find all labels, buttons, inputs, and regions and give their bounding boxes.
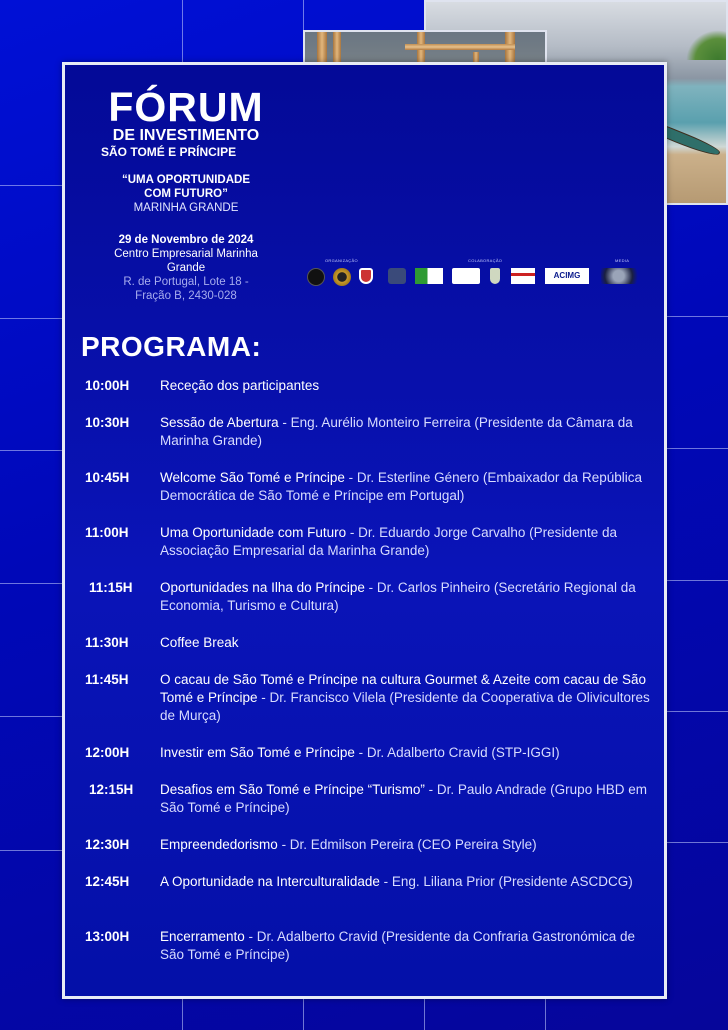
grid-line	[0, 583, 62, 584]
schedule-speaker: - Dr. Carlos Pinheiro (Secretário Regional da Economia, Turismo e Cultura)	[160, 580, 636, 613]
grid-line	[0, 716, 62, 717]
schedule-topic: Welcome São Tomé e Príncipe	[160, 470, 345, 485]
schedule-description	[160, 928, 655, 964]
schedule-time: 12:00H	[85, 745, 130, 760]
grid-line	[545, 999, 546, 1030]
colaboracao-label: COLABORAÇÃO	[468, 258, 503, 263]
grid-line	[424, 999, 425, 1030]
schedule-description	[160, 634, 655, 652]
acimg-logo: ACIMG	[545, 268, 589, 284]
event-address-line1: R. de Portugal, Lote 18 -	[123, 276, 249, 288]
schedule-time: 12:15H	[89, 782, 134, 797]
grid-line	[667, 711, 728, 712]
schedule-time: 11:15H	[89, 580, 133, 595]
schedule-speaker: - Dr. Francisco Vilela (Presidente da Cooperativa de Olivicultores de Murça)	[160, 690, 650, 723]
event-venue-line1: Centro Empresarial Marinha	[114, 248, 258, 260]
grid-line	[182, 999, 183, 1030]
schedule-time: 13:00H	[85, 929, 130, 944]
program-panel	[62, 62, 667, 999]
grid-line	[667, 448, 728, 449]
schedule-speaker: - Dr. Adalberto Cravid (Presidente da Confraria Gastronómica de São Tomé e Príncipe)	[160, 929, 635, 962]
schedule-topic: Desafios em São Tomé e Príncipe “Turismo”	[160, 782, 425, 797]
media-label: MEDIA	[615, 258, 630, 263]
schedule-time: 11:30H	[85, 635, 129, 650]
event-slogan-line2: COM FUTURO”	[144, 188, 228, 200]
bamboo-beam	[405, 44, 515, 50]
grid-line	[303, 999, 304, 1030]
schedule-speaker: - Eng. Aurélio Monteiro Ferreira (Presidente da Câmara da Marinha Grande)	[160, 415, 633, 448]
schedule-topic: Encerramento	[160, 929, 245, 944]
schedule-time: 12:30H	[85, 837, 130, 852]
grid-line	[0, 850, 62, 851]
schedule-description	[160, 781, 655, 817]
event-venue-line2: Grande	[166, 262, 206, 274]
grid-line	[667, 842, 728, 843]
sponsor-logos	[305, 258, 655, 298]
event-date: 29 de Novembro de 2024	[118, 234, 254, 246]
globe-media-logo	[601, 268, 645, 284]
schedule-topic: Oportunidades na Ilha do Príncipe	[160, 580, 365, 595]
schedule-time: 11:00H	[85, 525, 129, 540]
coat-of-arms-logo	[388, 268, 406, 284]
grid-line	[667, 580, 728, 581]
schedule-description	[160, 377, 655, 395]
event-slogan-line1: “UMA OPORTUNIDADE	[122, 174, 250, 186]
event-town: MARINHA GRANDE	[133, 202, 239, 214]
schedule-topic: Sessão de Abertura	[160, 415, 279, 430]
schedule-description	[160, 744, 655, 762]
schedule-description	[160, 873, 655, 891]
schedule-topic: Investir em São Tomé e Príncipe	[160, 745, 355, 760]
schedule-speaker: - Dr. Edmilson Pereira (CEO Pereira Style)	[277, 837, 537, 852]
grid-line	[303, 0, 304, 30]
schedule-time: 11:45H	[85, 672, 129, 687]
pereira-logo	[452, 268, 480, 284]
schedule-time: 10:00H	[85, 378, 130, 393]
shield-logo	[490, 268, 500, 284]
event-subtitle: DE INVESTIMENTO	[112, 127, 260, 144]
schedule-speaker: - Dr. Paulo Andrade (Grupo HBD em São Tomé e Príncipe)	[160, 782, 647, 815]
schedule-speaker: - Dr. Eduardo Jorge Carvalho (Presidente da Associação Empresarial da Marinha Grande)	[160, 525, 617, 558]
gold-seal-logo	[333, 268, 351, 286]
schedule-time: 10:30H	[85, 415, 130, 430]
schedule-topic: A Oportunidade na Interculturalidade	[160, 874, 380, 889]
schedule-topic: O cacau de São Tomé e Príncipe na cultura Gourmet & Azeite com cacau de São Tomé e Príncipe	[160, 672, 647, 705]
schedule-speaker: - Eng. Liliana Prior (Presidente ASCDCG)	[379, 874, 633, 889]
schedule-description	[160, 671, 655, 725]
schedule-description	[160, 524, 655, 560]
grid-line	[0, 185, 62, 186]
programa-heading: PROGRAMA:	[81, 331, 262, 362]
event-country: SÃO TOMÉ E PRÍNCIPE	[101, 145, 237, 159]
schedule-description	[160, 579, 655, 615]
ac-deus-logo	[511, 268, 535, 284]
schedule-speaker: - Dr. Adalberto Cravid (STP-IGGI)	[354, 745, 560, 760]
dark-round-logo	[307, 268, 325, 286]
schedule-topic: Coffee Break	[160, 635, 239, 650]
schedule-description	[160, 414, 655, 450]
schedule-time: 10:45H	[85, 470, 130, 485]
grid-line	[182, 0, 183, 62]
schedule-time: 12:45H	[85, 874, 130, 889]
grid-line	[0, 318, 62, 319]
schedule-topic: Receção dos participantes	[160, 378, 320, 393]
schedule-topic: Empreendedorismo	[160, 837, 278, 852]
event-title: FÓRUM	[108, 84, 264, 130]
stp-flag-logo	[415, 268, 443, 284]
grid-line	[667, 316, 728, 317]
schedule-description	[160, 469, 655, 505]
event-address-line2: Fração B, 2430-028	[135, 290, 237, 302]
event-title-block	[65, 84, 307, 303]
schedule-description	[160, 836, 655, 854]
schedule-speaker: - Dr. Esterline Género (Embaixador da República Democrática de São Tomé e Príncipe em Portugal)	[160, 470, 642, 503]
grid-line	[0, 450, 62, 451]
island-shape	[686, 30, 726, 60]
organizacao-label: ORGANIZAÇÃO	[325, 258, 358, 263]
municipal-crest-logo	[359, 268, 373, 284]
schedule-topic: Uma Oportunidade com Futuro	[160, 525, 347, 540]
